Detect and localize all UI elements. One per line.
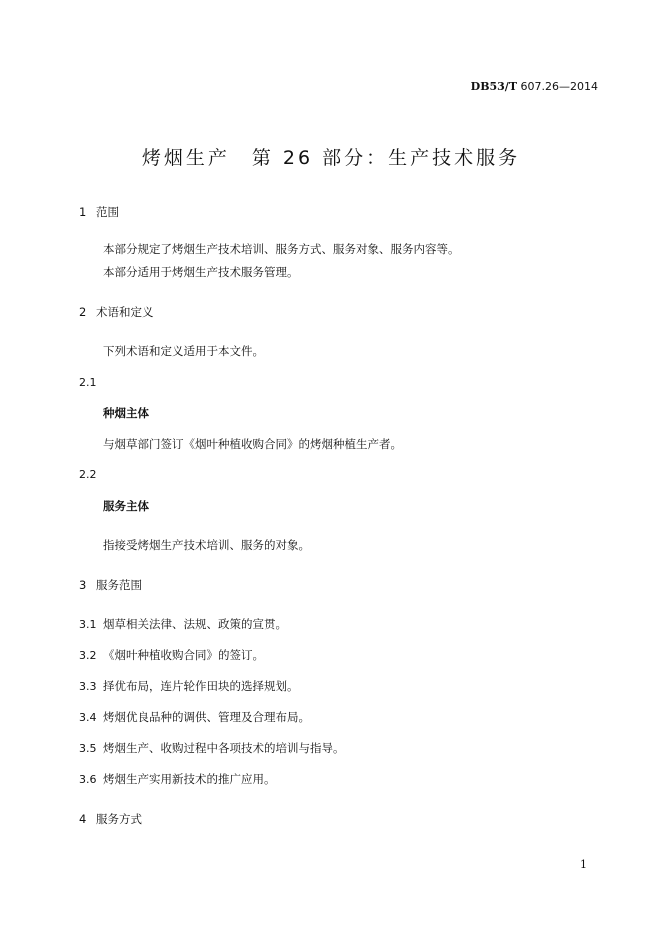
list-item: 3.1 烟草相关法律、法规、政策的宣贯。	[79, 617, 287, 631]
terms-intro-paragraph: 下列术语和定义适用于本文件。	[103, 344, 264, 358]
term-definition: 与烟草部门签订《烟叶种植收购合同》的烤烟种植生产者。	[103, 437, 402, 451]
term-name: 种烟主体	[103, 406, 149, 420]
scope-paragraph-1: 本部分规定了烤烟生产技术培训、服务方式、服务对象、服务内容等。	[103, 242, 460, 256]
list-item: 3.4 烤烟优良品种的调供、管理及合理布局。	[79, 710, 310, 724]
term-name: 服务主体	[103, 499, 149, 513]
list-item: 3.5 烤烟生产、收购过程中各项技术的培训与指导。	[79, 741, 345, 755]
document-title: 烤烟生产 第 26 部分：生产技术服务	[141, 147, 521, 169]
standard-code: DB53/T 607.26—2014	[470, 80, 598, 93]
section-heading-service-scope: 3 服务范围	[79, 578, 142, 592]
list-item: 3.3 择优布局，连片轮作田块的选择规划。	[79, 679, 299, 693]
scope-paragraph-2: 本部分适用于烤烟生产技术服务管理。	[103, 265, 299, 279]
page-number: 1	[580, 858, 587, 871]
section-heading-terms: 2 术语和定义	[79, 305, 154, 319]
list-item: 3.6 烤烟生产实用新技术的推广应用。	[79, 772, 276, 786]
list-item: 3.2 《烟叶种植收购合同》的签订。	[79, 648, 264, 662]
section-heading-scope: 1 范围	[79, 205, 119, 219]
term-definition: 指接受烤烟生产技术培训、服务的对象。	[103, 538, 310, 552]
term-number: 2.1	[79, 376, 97, 389]
section-heading-service-mode: 4 服务方式	[79, 812, 142, 826]
term-number: 2.2	[79, 468, 97, 481]
